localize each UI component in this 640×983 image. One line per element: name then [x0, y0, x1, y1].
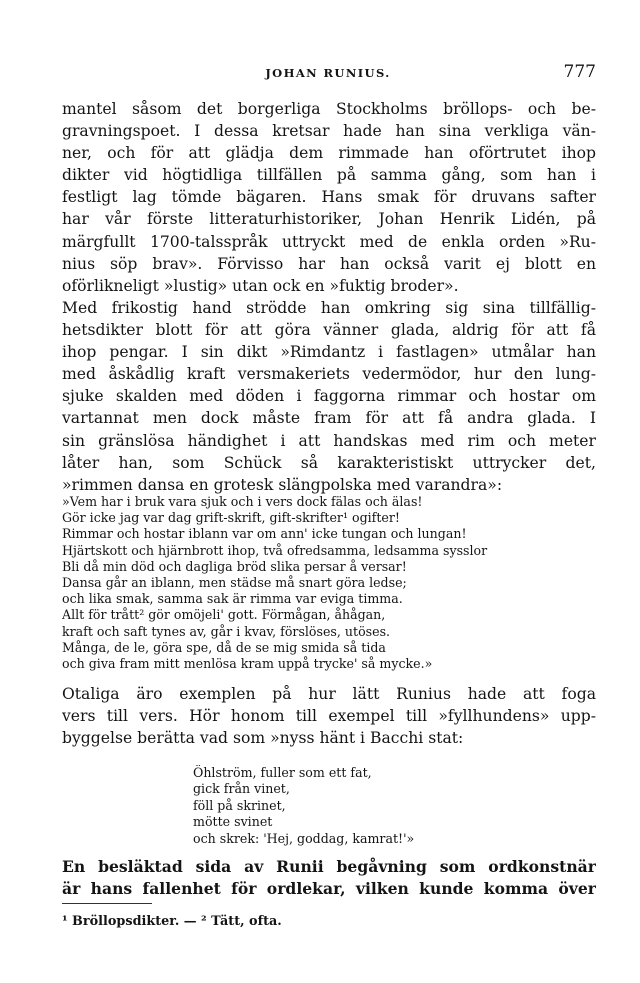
poem-line: gick från vinet, [193, 781, 290, 797]
text-line: mantel såsom det borgerliga Stockholms bröllops- och be- [62, 100, 596, 118]
text-line: är hans fallenhet för ordlekar, vilken kunde komma över [62, 879, 596, 899]
text-line: vartannat men dock måste fram för att få andra glada. I [62, 409, 596, 428]
text-line: märgfullt 1700-talsspråk uttryckt med de enkla orden »Ru- [62, 232, 596, 251]
poem-line: Rimmar och hostar iblann var om ann' icke tungan och lungan! [62, 526, 467, 542]
poem-line: Många, de le, göra spe, då de se mig smida så tida [62, 639, 386, 655]
poem-line: Hjärtskott och hjärnbrott ihop, två ofredsamma, ledsamma sysslor [62, 542, 488, 558]
poem-line: och lika smak, samma sak är rimma var eviga timma. [62, 591, 403, 607]
poem-bacchi [193, 765, 553, 847]
poem-line: och skrek: 'Hej, goddag, kamrat!'» [193, 830, 415, 846]
text-line: Med frikostig hand strödde han omkring sig sina tillfällig- [62, 299, 596, 317]
paragraph-2 [62, 297, 596, 496]
footnote-divider [62, 903, 152, 904]
poem-line: och giva fram mitt menlösa kram uppå trycke' så mycke.» [62, 656, 433, 672]
paragraph-4 [62, 856, 596, 900]
poem-line: föll på skrinet, [193, 797, 286, 813]
poem-rimdantz [62, 494, 596, 672]
poem-line: Öhlström, fuller som ett fat, [193, 765, 372, 780]
text-line: oförlikneligt »lustig» utan ock en »fuktig broder». [62, 276, 459, 295]
running-title: JOHAN RUNIUS. [265, 66, 391, 80]
text-line: vers till vers. Hör honom till exempel till »fyllhundens» upp- [62, 707, 596, 726]
text-line: ner, och för att glädja dem rimmade han oförtrutet ihop [62, 144, 596, 163]
poem-line: »Vem har i bruk vara sjuk och i vers dock fälas och älas! [62, 494, 423, 509]
text-line: byggelse berätta vad som »nyss hänt i Bacchi stat: [62, 729, 464, 748]
text-line: En besläktad sida av Runii begåvning som ordkonstnär [62, 857, 596, 876]
poem-line: kraft och saft tynes av, går i kvav, förslöses, utöses. [62, 623, 391, 639]
text-line: sin gränslösa händighet i att handskas med rim och meter [62, 431, 596, 450]
text-line: festligt lag tömde bägaren. Hans smak för druvans safter [62, 188, 596, 207]
paragraph-1 [62, 98, 596, 297]
poem-line: Allt för trått² gör omöjeli' gott. Förmågan, åhågan, [62, 607, 386, 623]
text-line: sjuke skalden med döden i faggorna rimmar och hostar om [62, 387, 596, 406]
footnote: ¹ Bröllopsdikter. — ² Tätt, ofta. [62, 914, 282, 929]
text-line: nius söp brav». Förvisso har han också varit ej blott en [62, 254, 596, 273]
text-line: gravningspoet. I dessa kretsar hade han sina verkliga vän- [62, 122, 596, 141]
paragraph-3 [62, 683, 596, 749]
poem-line: Bli då min död och dagliga bröd slika persar å versar! [62, 558, 407, 574]
text-line: hetsdikter blott för att göra vänner glada, aldrig för att få [62, 321, 596, 340]
poem-line: Gör icke jag var dag grift-skrift, gift-skrifter¹ ogifter! [62, 510, 400, 526]
text-line: har vår förste litteraturhistoriker, Johan Henrik Lidén, på [62, 210, 596, 229]
text-line: med åskådlig kraft versmakeriets vedermödor, hur den lung- [62, 365, 596, 384]
text-line: »rimmen dansa en grotesk slängpolska med varandra»: [62, 475, 503, 494]
running-head [60, 62, 596, 84]
text-line: ihop pengar. I sin dikt »Rimdantz i fastlagen» utmålar han [62, 343, 596, 362]
text-line: låter han, som Schück så karakteristiskt uttrycker det, [62, 453, 596, 472]
text-line: dikter vid högtidliga tillfällen på samma gång, som han i [62, 166, 596, 185]
poem-line: Dansa går an iblann, men städse må snart göra ledse; [62, 575, 407, 591]
page-number: 777 [563, 62, 596, 82]
poem-line: mötte svinet [193, 814, 273, 830]
text-line: Otaliga äro exemplen på hur lätt Runius hade att foga [62, 685, 596, 703]
